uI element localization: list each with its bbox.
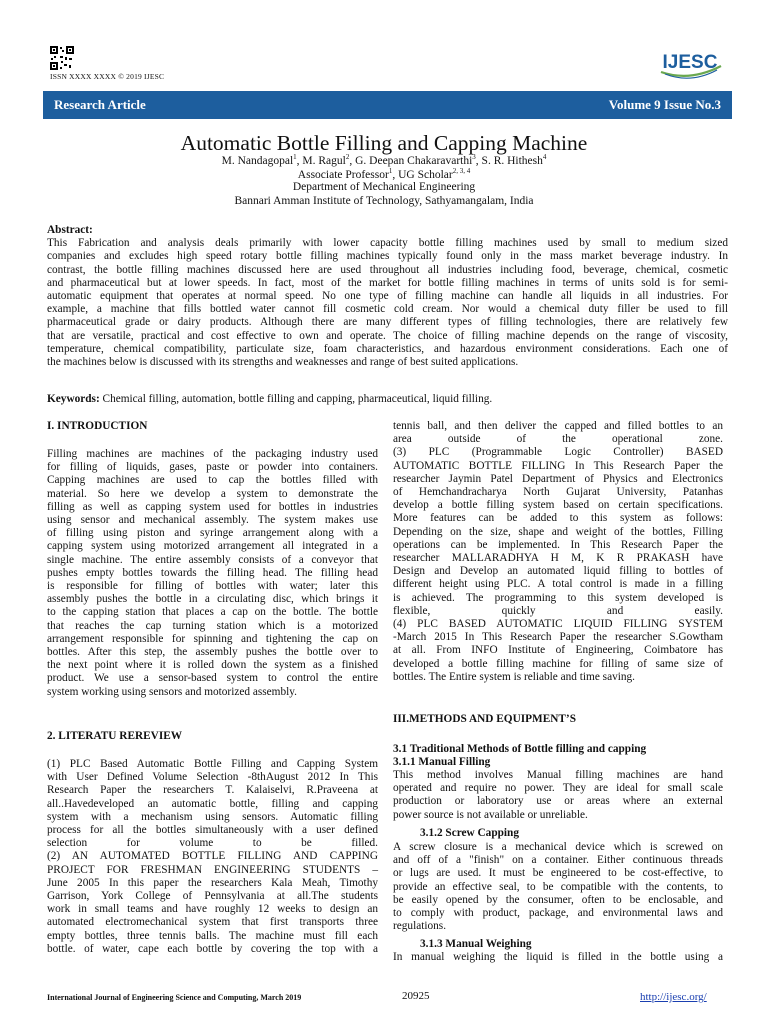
volume-issue: Volume 9 Issue No.3	[608, 97, 721, 112]
text-line: or lugs are used. It must be engineered to be cost-effective, to	[393, 867, 723, 880]
text-line: Capping machines are used to cap the bottles filled with	[47, 474, 378, 487]
text-line: develop a bottle filling system based on certain specifications.	[393, 499, 723, 512]
institute: Bannari Amman Institute of Technology, Sathyamangalam, India	[234, 195, 534, 207]
text-line: pushes empty bottles towards the filling head. The filling head	[47, 566, 378, 579]
manual-weighing-body	[393, 951, 723, 964]
text-line: single machine. The entire assembly consists of a conveyor that	[47, 553, 378, 566]
section-literature-heading: 2. LITERATU REREVIEW	[47, 730, 183, 742]
text-line: area outside of the operational zone.	[393, 433, 723, 446]
text-line: June 2005 In this paper the researchers Kala Meah, Timothy	[47, 876, 378, 889]
text-line: bottle. of water, cape each bottle by covering the top with a	[47, 942, 378, 955]
text-line: (2) AN AUTOMATED BOTTLE FILLING AND CAPPING	[47, 850, 378, 863]
text-line: that reaches the cap turning station which is a motorized	[47, 619, 378, 632]
text-line: is responsible for filling of bottles with water; later this	[47, 580, 378, 593]
text-line: assembly pushes the bottle in a circulating disc, which brings it	[47, 593, 378, 606]
literature-body	[47, 758, 378, 956]
qr-code-icon	[50, 46, 74, 70]
subsection-3-1-3: 3.1.3 Manual Weighing	[420, 938, 532, 950]
text-line: selection for volume to be filled.	[47, 837, 378, 850]
literature-continued	[393, 420, 723, 684]
text-line: Design and Develop an automated liquid filling to bottles of	[393, 565, 723, 578]
text-line: all..Havedeveloped an automatic bottle, filling and capping	[47, 797, 378, 810]
text-line: More features can be added to this system as follows:	[393, 512, 723, 525]
text-line: operated and require no power. They are ideal for small scale	[393, 782, 723, 795]
paper-title: Automatic Bottle Filling and Capping Machine	[180, 131, 588, 155]
text-line: researcher MALLARADHYA H M, K R PRAKASH have	[393, 552, 723, 565]
text-line: and off of a "finish" on a container. Either continuous threads	[393, 854, 723, 867]
text-line: different height using PLC. A total control is made in a filling	[393, 578, 723, 591]
text-line: for filling of liquids, gases, paste or powder into containers.	[47, 461, 378, 474]
text-line: Garrison, York College of Pennsylvania at all.The students	[47, 890, 378, 903]
text-line: at all. From INFO Institute of Engineering, Coimbatore has	[393, 644, 723, 657]
text-line: provide an effective seal, to be compatible with the contents, to	[393, 880, 723, 893]
abstract-body	[47, 237, 728, 369]
text-line: In manual weighing the liquid is filled in the bottle using a	[393, 951, 723, 963]
text-line: with User Defined Volume Selection -8thAugust 2012 In This	[47, 771, 378, 784]
keywords-text: Chemical filling, automation, bottle filling and capping, pharmaceutical, liquid filling.	[102, 393, 493, 405]
section-methods-heading: III.METHODS AND EQUIPMENT’S	[393, 713, 576, 725]
text-line: system with a mechanism using sensors. Automatic filling	[47, 810, 378, 823]
keywords-label: Keywords:	[47, 393, 100, 405]
section-introduction-heading: I. INTRODUCTION	[47, 420, 148, 432]
keywords	[47, 393, 728, 406]
manual-filling-body	[393, 769, 723, 822]
text-line: developed a bottle filling machine for filling of same size of	[393, 657, 723, 670]
text-line: power source is not available or unreliable.	[393, 808, 588, 821]
text-line: be easily opened by the consumer, often to be enclosable, and	[393, 893, 723, 906]
text-line: the next point where it is rolled down the system as a finished	[47, 659, 378, 672]
text-line: of filling using piston and syringe arrangement along with a	[47, 527, 378, 540]
text-line: This method involves Manual filling machines are hand	[393, 769, 723, 781]
ijesc-logo	[655, 48, 725, 80]
text-line: bottles. The Entire system is reliable and time saving.	[393, 670, 635, 683]
text-line: the machines below is discussed with its strengths and weaknesses and range of best suited applications.	[47, 356, 519, 369]
text-line: operations can be implemented. In This Research Paper the	[393, 538, 723, 551]
subsection-3-1: 3.1 Traditional Methods of Bottle filling and capping	[393, 743, 647, 755]
text-line: system working using sensors and motorized assembly.	[47, 685, 297, 698]
text-line: temperature, chemical compatibility, particulate size, foam characteristics, and hazardous environment considerations. Each one of	[47, 342, 728, 355]
article-type: Research Article	[54, 97, 146, 112]
text-line: of Hemchandracharya North Gujarat University, Patanhas	[393, 486, 723, 499]
footer-journal: International Journal of Engineering Science and Computing, March 2019	[47, 993, 302, 1002]
text-line: (3) PLC (Programmable Logic Controller) BASED	[393, 446, 723, 459]
screw-capping-body	[393, 841, 723, 933]
text-line: A screw closure is a mechanical device which is screwed on	[393, 841, 723, 853]
text-line: product. We use a sensor-based system to control the entire	[47, 672, 378, 685]
text-line: to comply with product, package, and environmental laws and	[393, 907, 723, 920]
text-line: contrast, the bottle filling machines discussed here are used throughout all industries including food, beverage, chemical, cosmetic	[47, 263, 728, 276]
text-line: tennis ball, and then deliver the capped and filled bottles to an	[393, 420, 723, 432]
text-line: AUTOMATIC BOTTLE FILLING In This Research Paper the	[393, 459, 723, 472]
text-line: automatic equipment that operates at normal speed. No one type of filling machine can handle all liquids in all industries. For	[47, 290, 728, 303]
author-roles: Associate Professor$^1$, UG Scholar$^{2, 3, 4}$	[297, 167, 471, 181]
text-line: filling as well as capping system used for bottles in industries	[47, 500, 378, 513]
text-line: (1) PLC Based Automatic Bottle Filling and Capping System	[47, 758, 378, 770]
introduction-body	[47, 448, 378, 699]
text-line: to the capping station that places a cap on the bottle. The bottle	[47, 606, 378, 619]
text-line: companies and excludes high speed rotary bottle filling machines typically found only in the mass market beverage industry. In	[47, 250, 728, 263]
text-line: regulations.	[393, 920, 447, 933]
text-line: that are versatile, practical and cost effective to own and operate. The choice of filling machine depends on the range of viscosity,	[47, 329, 728, 342]
text-line: researcher Jaymin Patel Department of Physics and Electronics	[393, 472, 723, 485]
text-line: bottles. After this step, the assembly pushes the bottle over to	[47, 646, 378, 659]
text-line: is achieved. The programming to this system developed is	[393, 591, 723, 604]
text-line: Depending on the size, shape and weight of the bottles, Filling	[393, 525, 723, 538]
text-line: production or laboratory use or areas where an external	[393, 795, 723, 808]
abstract	[47, 224, 728, 369]
text-line: work in small teams and have roughly 12 weeks to design an	[47, 903, 378, 916]
text-line: and pharmaceutical but at lower speeds. In fact, most of the market for bottle filling machines in terms of units sold is for semi-	[47, 276, 728, 289]
text-line: empty bottles, three tennis balls. The machine must fill each	[47, 929, 378, 942]
article-banner	[43, 91, 732, 119]
text-line: using sensor and mechanical assembly. The system makes use	[47, 514, 378, 527]
page-number: 20925	[402, 990, 430, 1002]
svg-text:IJESC: IJESC	[662, 52, 718, 73]
text-line: Filling machines are machines of the packaging industry used	[47, 448, 378, 460]
abstract-heading: Abstract:	[47, 224, 93, 236]
department: Department of Mechanical Engineering	[292, 181, 476, 193]
text-line: PROJECT FOR FRESHMAN ENGINEERING STUDENTS –	[47, 863, 378, 876]
author-list: M. Nandagopal$^1$, M. Ragul$^2$, G. Deepan Chakaravarthi$^3$, S. R. Hithesh$^4$	[221, 153, 547, 167]
journal-link[interactable]: http://ijesc.org/	[640, 991, 707, 1003]
text-line: automated electromechanical system that first transports three	[47, 916, 378, 929]
subsection-3-1-2: 3.1.2 Screw Capping	[420, 827, 519, 839]
text-line: material. So here we develop a system to demonstrate the	[47, 487, 378, 500]
text-line: Research Paper the researchers T. Kalaiselvi, R.Praveena at	[47, 784, 378, 797]
text-line: arrangement responsible for spinning and tightening the cap on	[47, 632, 378, 645]
text-line: pharmaceutical grade or dairy products. Although there are many different types of filling technologies, there are relatively few	[47, 316, 728, 329]
text-line: capping system using motorized arrangement all integrated in a	[47, 540, 378, 553]
text-line: process for all the bottles simultaneously with a user defined	[47, 824, 378, 837]
text-line: (4) PLC BASED AUTOMATIC LIQUID FILLING SYSTEM	[393, 618, 723, 631]
text-line: This Fabrication and analysis deals primarily with lower capacity bottle filling machines used by small to medium sized	[47, 237, 728, 250]
issn-line: ISSN XXXX XXXX © 2019 IJESC	[50, 72, 165, 81]
text-line: flexible, quickly and easily.	[393, 604, 723, 617]
subsection-3-1-1: 3.1.1 Manual Filling	[393, 756, 491, 768]
text-line: example, a machine that fills bottled water cannot fill cosmetic cold cream. Nor would a chemical duty filler be used to fill	[47, 303, 728, 316]
text-line: -March 2015 In This Research Paper the researcher S.Gowtham	[393, 631, 723, 644]
